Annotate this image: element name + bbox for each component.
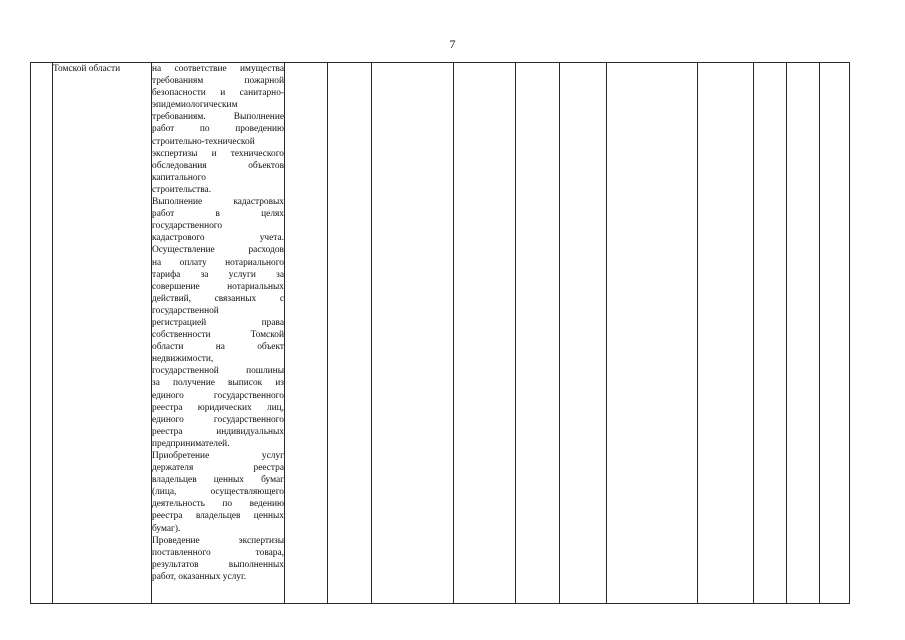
description-line: требованиям пожарной (152, 76, 284, 87)
description-line: Осуществление расходов (152, 245, 284, 256)
description-line: результатов выполненных (152, 559, 284, 570)
description-line: работ в целях (152, 209, 284, 220)
description-line: (лица, осуществляющего (152, 487, 284, 498)
description-line: требованиям. Выполнение (152, 112, 284, 123)
cell-empty (328, 63, 372, 604)
description-line: деятельность по ведению (152, 499, 284, 510)
description-line: капитального (152, 172, 206, 183)
cell-empty (607, 63, 698, 604)
description-line: строительства. (152, 184, 212, 195)
description-line: на соответствие имущества (152, 64, 284, 74)
cell-empty (454, 63, 516, 604)
description-line: на оплату нотариального (152, 257, 284, 268)
cell-number (31, 63, 53, 604)
description-line: работ, оказанных услуг. (152, 571, 247, 582)
cell-empty (820, 63, 850, 604)
description-line: экспертизы и технического (152, 148, 284, 159)
cell-empty (516, 63, 560, 604)
cell-empty (754, 63, 787, 604)
description-line: безопасности и санитарно- (152, 88, 284, 99)
description-line: Выполнение кадастровых (152, 197, 284, 208)
description-line: реестра владельцев ценных (152, 511, 284, 522)
description-line: собственности Томской (152, 330, 284, 341)
description-text (152, 63, 284, 583)
cell-empty (787, 63, 820, 604)
description-line: строительно-технической (152, 136, 255, 147)
cell-empty (285, 63, 328, 604)
description-line: Проведение экспертизы (152, 535, 284, 546)
description-line: государственной (152, 305, 219, 316)
cell-description (152, 63, 285, 604)
description-line: за получение выписок из (152, 378, 284, 389)
description-line: предпринимателей. (152, 438, 230, 449)
description-line: регистрацией права (152, 317, 284, 328)
description-line: реестра индивидуальных (152, 426, 284, 437)
description-line: поставленного товара, (152, 547, 284, 558)
description-line: государственного (152, 221, 223, 232)
cell-empty (372, 63, 454, 604)
description-line: держателя реестра (152, 463, 284, 474)
description-line: эпидемиологическим (152, 100, 238, 111)
cell-empty (560, 63, 607, 604)
description-line: тарифа за услуги за (152, 269, 284, 280)
description-line: действий, связанных с (152, 293, 284, 304)
description-line: бумаг). (152, 523, 181, 534)
page-number: 7 (449, 37, 456, 51)
table-row (31, 63, 850, 604)
description-line: реестра юридических лиц, (152, 402, 284, 413)
description-line: обследования объектов (152, 160, 284, 171)
description-line: работ по проведению (152, 124, 284, 135)
cell-empty (698, 63, 754, 604)
description-line: области на объект (152, 342, 284, 353)
description-line: единого государственного (152, 414, 284, 425)
description-line: владельцев ценных бумаг (152, 475, 284, 486)
description-line: единого государственного (152, 390, 284, 401)
budget-table (30, 62, 850, 604)
description-line: кадастрового учета. (152, 233, 284, 244)
description-line: государственной пошлины (152, 366, 284, 377)
description-line: Приобретение услуг (152, 451, 284, 461)
description-line: совершение нотариальных (152, 281, 284, 292)
description-line: недвижимости, (152, 354, 214, 365)
cell-subject: Томской области (53, 63, 152, 604)
